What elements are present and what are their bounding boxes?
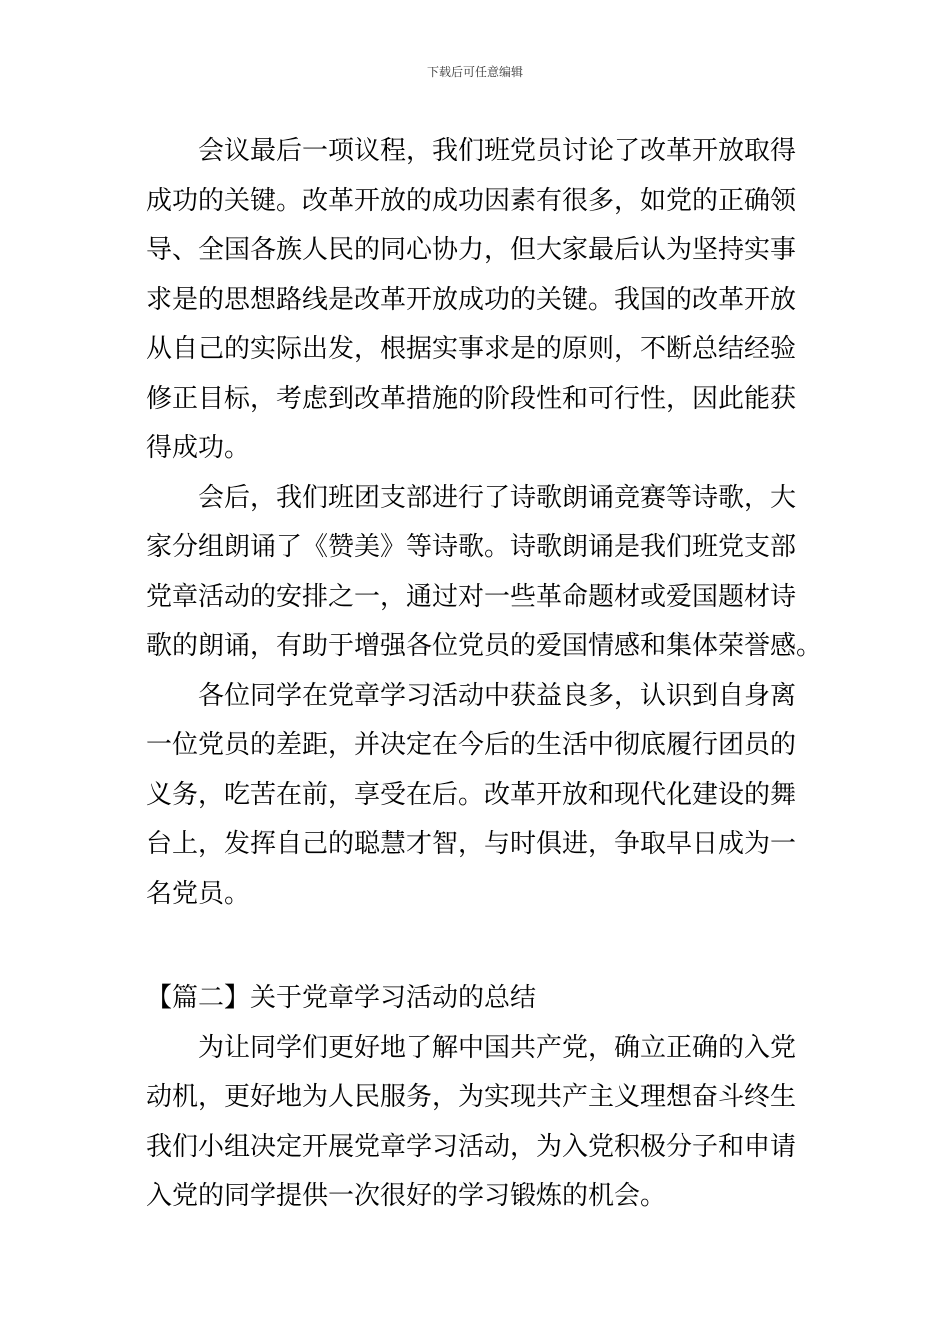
paragraph-line: 名党员。 [146,878,251,909]
paragraph-line: 家分组朗诵了《赞美》等诗歌。诗歌朗诵是我们班党支部 [146,532,797,562]
header-note: 下载后可任意编辑 [426,65,523,79]
paragraph-line: 歌的朗诵，有助于增强各位党员的爱国情感和集体荣誉感。 [146,631,823,661]
paragraph-3 [146,672,806,920]
paragraph-line: 导、全国各族人民的同心协力，但大家最后认为坚持实事 [146,235,797,265]
paragraph-line: 修正目标，考虑到改革措施的阶段性和可行性，因此能获 [146,383,797,414]
paragraph-line: 义务，吃苦在前，享受在后。改革开放和现代化建设的舞 [146,779,797,810]
section-paragraph-1 [146,1024,806,1222]
paragraph-line: 从自己的实际出发，根据实事求是的原则，不断总结经验 [146,334,797,364]
paragraph-line: 我们小组决定开展党章学习活动，为入党积极分子和申请 [146,1131,797,1162]
section-heading: 【篇二】关于党章学习活动的总结 [146,983,537,1013]
paragraph-line: 各位同学在党章学习活动中获益良多，认识到自身离 [198,680,797,711]
paragraph-line: 一位党员的差距，并决定在今后的生活中彻底履行团员的 [146,730,797,760]
paragraph-line: 会议最后一项议程，我们班党员讨论了改革开放取得 [198,136,797,166]
section-spacer [146,919,806,974]
paragraph-line: 会后，我们班团支部进行了诗歌朗诵竞赛等诗歌，大 [198,482,797,513]
paragraph-line: 成功的关键。改革开放的成功因素有很多，如党的正确领 [146,185,797,216]
document-body [146,127,823,1222]
paragraph-line: 动机，更好地为人民服务，为实现共产主义理想奋斗终生 [146,1082,797,1112]
paragraph-2 [146,474,823,672]
paragraph-1 [146,127,806,474]
paragraph-line: 入党的同学提供一次很好的学习锻炼的机会。 [146,1181,667,1211]
paragraph-line: 得成功。 [146,433,251,463]
paragraph-line: 为让同学们更好地了解中国共产党，确立正确的入党 [198,1032,797,1063]
paragraph-line: 台上，发挥自己的聪慧才智，与时俱进，争取早日成为一 [146,829,797,859]
paragraph-line: 求是的思想路线是改革开放成功的关键。我国的改革开放 [146,284,797,315]
paragraph-line: 党章活动的安排之一，通过对一些革命题材或爱国题材诗 [146,581,797,612]
